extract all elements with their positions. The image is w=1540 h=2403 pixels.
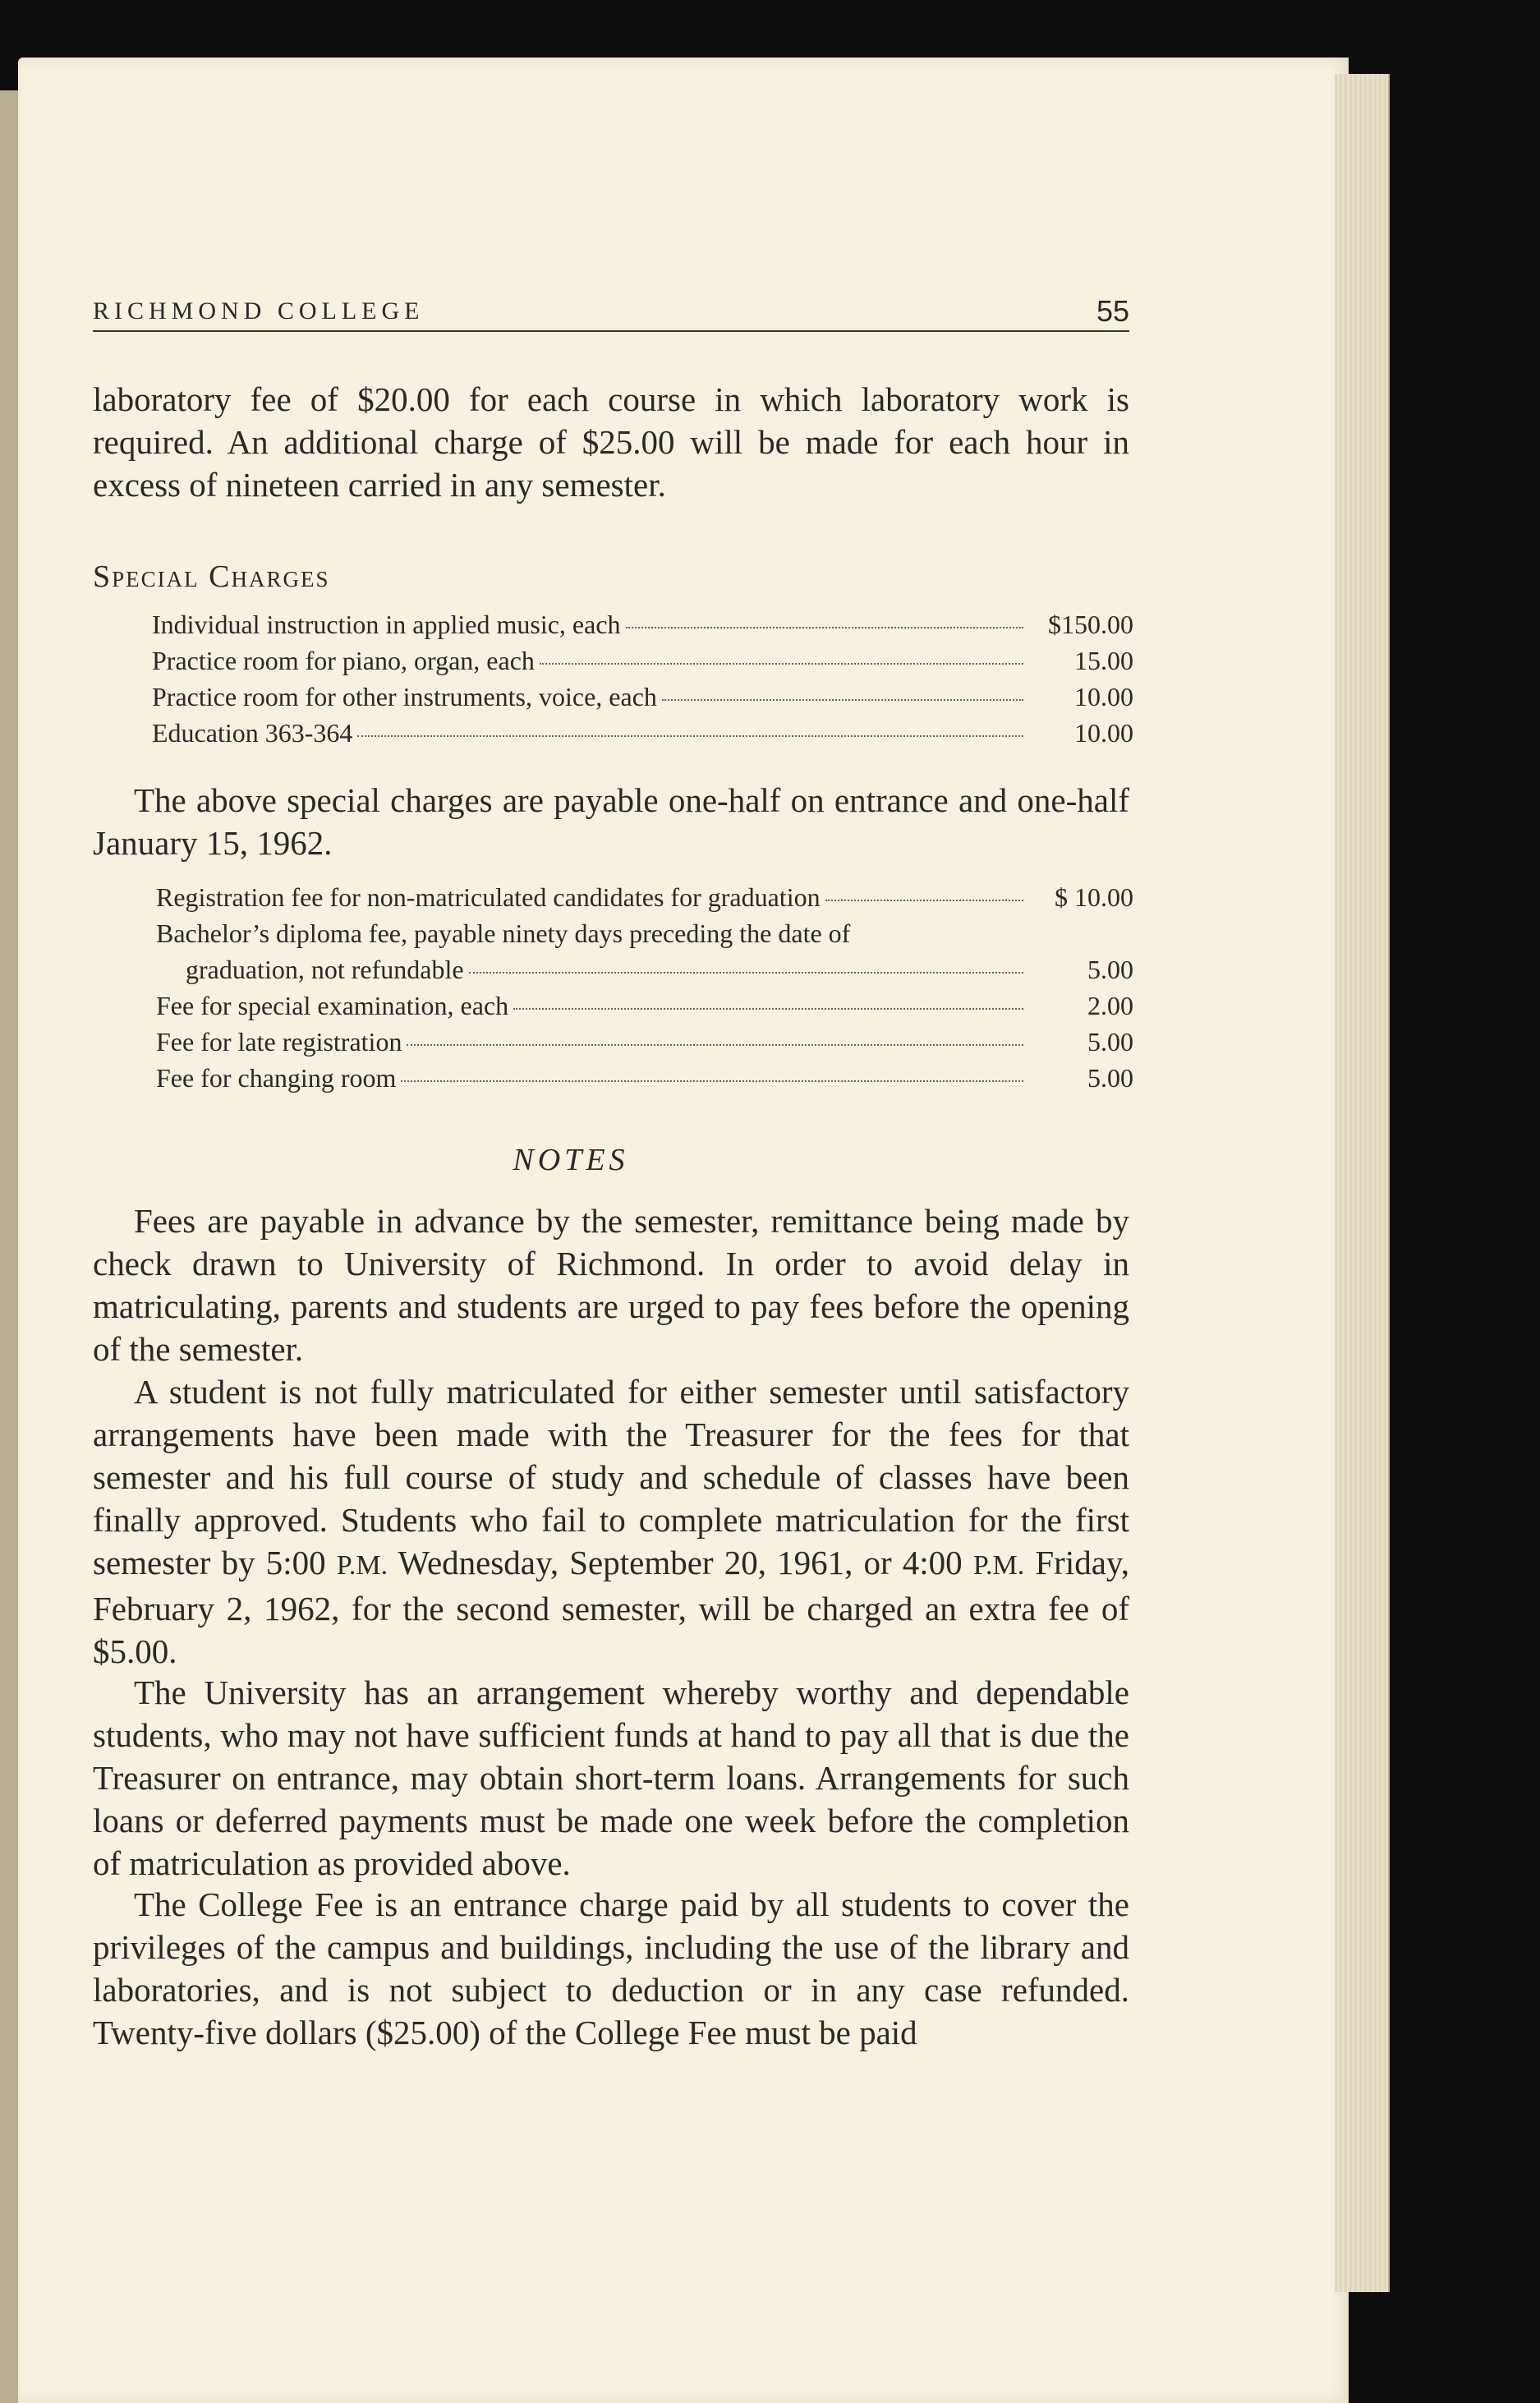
page-number: 55 <box>1096 294 1129 328</box>
fee-row <box>152 606 1133 642</box>
intro-paragraph: laboratory fee of $20.00 for each course in which laboratory work is required. An additional charge of $25.00 will be made for each hour in excess of nineteen carried in any semester. <box>93 380 1129 504</box>
notes-paragraph-3: The University has an arrangement whereby worthy and dependable students, who may not have sufficient funds at hand to pay all that is due the Treasurer on entrance, may obtain short-term loans. Arrangements for such loans or deferred payments must be made one week before the completion of matriculation as provided above. <box>93 1673 1129 1882</box>
notes-heading: NOTES <box>513 1143 629 1177</box>
special-charges-list <box>152 606 1133 751</box>
leader-dots <box>540 663 1023 665</box>
page-header <box>93 294 1129 335</box>
fee-amount: 5.00 <box>1087 955 1133 984</box>
fee-amount: 10.00 <box>1074 682 1133 711</box>
fee-row-diploma <box>156 915 1133 987</box>
fee-description: Bachelor’s diploma fee, payable ninety days preceding the date of <box>156 918 851 948</box>
time-pm: P.M. <box>336 1550 388 1581</box>
notes-paragraph-2-text: Wednesday, September 20, 1961, or 4:00 <box>388 1544 973 1581</box>
fee-description: Practice room for piano, organ, each <box>152 646 535 675</box>
notes-paragraph-2-text: Friday, February 2, 1962, for the second semester, will be charged an extra fee of $5.00. <box>93 1544 1129 1670</box>
page-edges <box>1335 74 1390 2292</box>
time-pm: P.M. <box>972 1550 1025 1581</box>
fee-amount: $ 10.00 <box>1055 882 1133 912</box>
fee-description: Education 363-364 <box>152 718 353 748</box>
fee-row <box>156 1024 1133 1060</box>
header-rule <box>93 330 1129 332</box>
leader-dots <box>825 900 1023 901</box>
notes-paragraph-1: Fees are payable in advance by the semester, remittance being made by check drawn to University of Richmond. In order to avoid delay in matriculating, parents and students are urged to pay fees before the opening of the semester. <box>93 1202 1129 1368</box>
fee-description: Practice room for other instruments, voice, each <box>152 682 657 711</box>
fee-row <box>156 987 1133 1024</box>
fee-row <box>156 1060 1133 1096</box>
fee-row <box>156 879 1133 915</box>
leader-dots <box>662 699 1023 701</box>
leader-dots <box>357 735 1023 737</box>
fee-description: Fee for changing room <box>156 1063 397 1093</box>
running-head: RICHMOND COLLEGE <box>93 297 425 325</box>
leader-dots <box>626 627 1023 628</box>
fee-amount: $150.00 <box>1048 610 1133 639</box>
leader-dots <box>401 1080 1023 1082</box>
special-charges-payment-note: The above special charges are payable one-half on entrance and one-half January 15, 1962. <box>93 781 1129 862</box>
fee-row <box>152 715 1133 751</box>
notes-paragraph-2 <box>93 1370 1129 1673</box>
fee-row <box>152 679 1133 715</box>
notes-paragraph-4: The College Fee is an entrance charge paid by all students to cover the privileges of the campus and buildings, including the use of the library and laboratories, and is not subject to deduction or in any case refunded. Twenty-five dollars ($25.00) of the College Fee must be paid <box>93 1885 1129 2051</box>
fee-description-continued: graduation, not refundable <box>186 955 464 984</box>
fee-description: Fee for special examination, each <box>156 991 509 1020</box>
notes-paragraph-2-text: A student is not fully matriculated for either semester until satisfactory arrangements have been made with the Treasurer for the fees for that semester and his full course of study and schedule of classes have been finally approved. Students who fail to complete matriculation for the first semester by 5:00 <box>93 1373 1129 1581</box>
fee-row <box>152 642 1133 679</box>
fee-row-continuation <box>156 951 1133 987</box>
fee-amount: 2.00 <box>1087 991 1133 1020</box>
leader-dots <box>513 1008 1023 1010</box>
fee-description: Fee for late registration <box>156 1027 402 1056</box>
fee-description: Registration fee for non-matriculated candidates for graduation <box>156 882 821 912</box>
fee-amount: 10.00 <box>1074 718 1133 748</box>
fee-amount: 5.00 <box>1087 1063 1133 1093</box>
fee-amount: 5.00 <box>1087 1027 1133 1056</box>
leader-dots <box>469 972 1023 974</box>
fee-description: Individual instruction in applied music, each <box>152 610 621 639</box>
leader-dots <box>407 1044 1023 1046</box>
special-charges-heading: Special Charges <box>93 559 330 594</box>
other-fees-list <box>156 879 1133 1096</box>
fee-amount: 15.00 <box>1074 646 1133 675</box>
